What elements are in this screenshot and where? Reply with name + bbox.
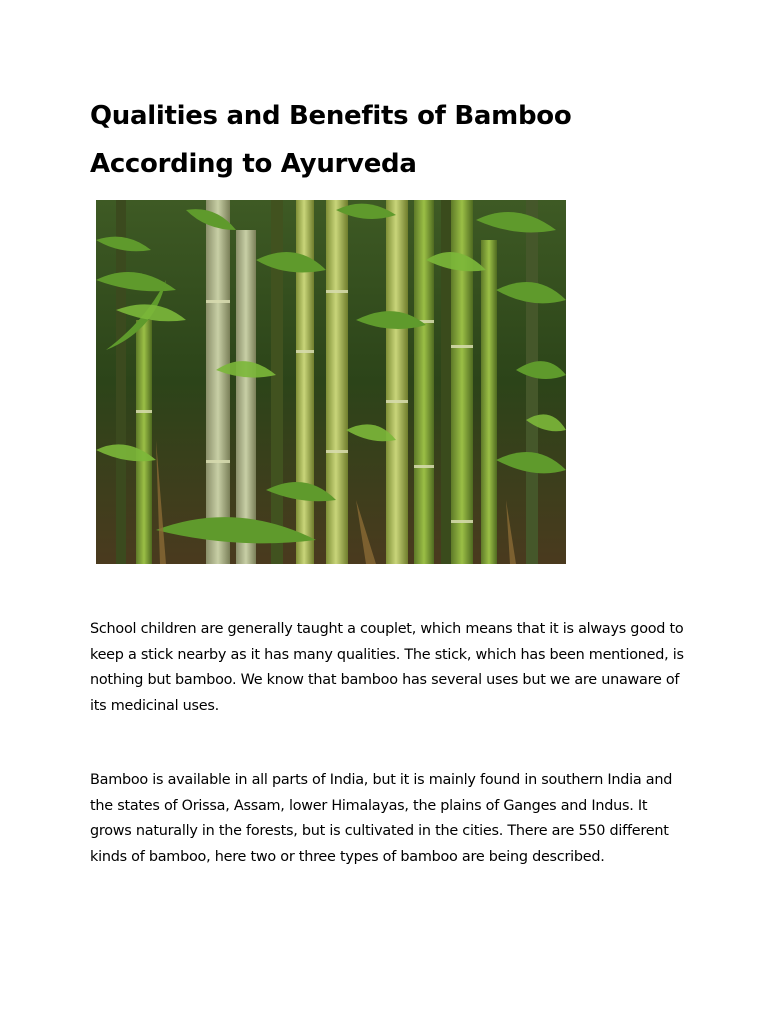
paragraph-intro: School children are generally taught a couplet, which means that it is always good to keep a stick nearby as it has many qualities. The stick, which has been mentioned, is nothing but bamboo. We know that bamboo has several uses but we are unaware of its medicinal uses. <box>90 621 684 714</box>
bamboo-photo <box>96 200 566 564</box>
bamboo-illustration <box>96 200 566 564</box>
paragraph-availability: Bamboo is available in all parts of India, but it is mainly found in southern India and the states of Orissa, Assam, lower Himalayas, the plains of Ganges and Indus. It grows naturally in the forests, but is cultivated in the cities. There are 550 different kinds of bamboo, here two or three types of bamboo are being described. <box>90 772 673 865</box>
document-title: Qualities and Benefits of Bamboo According to Ayurveda <box>90 101 572 179</box>
